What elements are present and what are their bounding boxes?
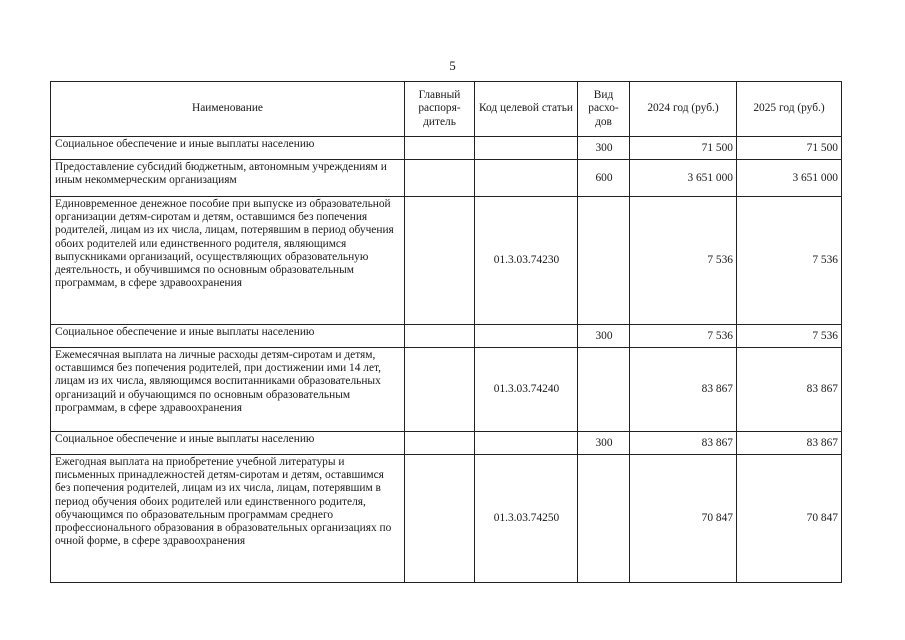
table-row bbox=[51, 348, 842, 432]
row-admin bbox=[405, 432, 475, 455]
row-admin bbox=[405, 160, 475, 197]
table-row bbox=[51, 455, 842, 583]
row-type bbox=[578, 197, 630, 325]
row-type bbox=[578, 348, 630, 432]
row-admin bbox=[405, 197, 475, 325]
budget-table bbox=[50, 81, 842, 583]
row-name: Социальное обеспечение и иные выплаты населению bbox=[51, 325, 405, 348]
row-type bbox=[578, 455, 630, 583]
row-2024: 70 847 bbox=[630, 455, 737, 583]
row-code: 01.3.03.74230 bbox=[475, 197, 578, 325]
row-admin bbox=[405, 325, 475, 348]
row-code bbox=[475, 325, 578, 348]
row-2024: 7 536 bbox=[630, 197, 737, 325]
row-2025: 7 536 bbox=[737, 197, 842, 325]
row-2024: 7 536 bbox=[630, 325, 737, 348]
table-header-row bbox=[51, 82, 842, 137]
row-name: Социальное обеспечение и иные выплаты населению bbox=[51, 432, 405, 455]
row-2025: 70 847 bbox=[737, 455, 842, 583]
table-row bbox=[51, 325, 842, 348]
row-2025: 83 867 bbox=[737, 432, 842, 455]
row-2025: 3 651 000 bbox=[737, 160, 842, 197]
row-type: 300 bbox=[578, 137, 630, 160]
row-type: 600 bbox=[578, 160, 630, 197]
row-type: 300 bbox=[578, 325, 630, 348]
header-code: Код целевой статьи bbox=[475, 82, 578, 137]
row-admin bbox=[405, 137, 475, 160]
page-number: 5 bbox=[449, 58, 456, 73]
row-2024: 3 651 000 bbox=[630, 160, 737, 197]
row-2024: 83 867 bbox=[630, 348, 737, 432]
table-row bbox=[51, 137, 842, 160]
header-2024: 2024 год (руб.) bbox=[630, 82, 737, 137]
row-2025: 7 536 bbox=[737, 325, 842, 348]
row-code bbox=[475, 160, 578, 197]
row-name: Ежегодная выплата на приобретение учебной литературы и письменных принадлежностей детям-сиротам и детям, оставшимся без попечения родителей, лицам из их числа, лицам, потерявшим в период обучения обоих родителей или единственного родителя, обучающимся по образовательным программам среднего профессионального образования в образовательных организациях по очной форме, в сфере здравоохранения bbox=[51, 455, 405, 583]
table-row bbox=[51, 160, 842, 197]
row-name: Социальное обеспечение и иные выплаты населению bbox=[51, 137, 405, 160]
header-2025: 2025 год (руб.) bbox=[737, 82, 842, 137]
row-code: 01.3.03.74240 bbox=[475, 348, 578, 432]
row-code bbox=[475, 432, 578, 455]
row-admin bbox=[405, 348, 475, 432]
table-row bbox=[51, 197, 842, 325]
row-name: Ежемесячная выплата на личные расходы детям-сиротам и детям, оставшимся без попечения родителей, при достижении ими 14 лет, лицам из их числа, являющимся воспитанниками образовательных организаций и обучающимся по основным образовательным программам, в сфере здравоохранения bbox=[51, 348, 405, 432]
header-name: Наименование bbox=[51, 82, 405, 137]
row-admin bbox=[405, 455, 475, 583]
row-type: 300 bbox=[578, 432, 630, 455]
row-2025: 71 500 bbox=[737, 137, 842, 160]
row-2024: 83 867 bbox=[630, 432, 737, 455]
row-2024: 71 500 bbox=[630, 137, 737, 160]
row-name: Единовременное денежное пособие при выпуске из образовательной организации детям-сиротам и детям, оставшимся без попечения родителей, лицам из их числа, лицам, потерявшим в период обучения обоих родителей или единственного родителя, являющимся выпускниками организаций, осуществляющих образовательную деятельность, и обучившимся по основным образовательным программам, в сфере здравоохранения bbox=[51, 197, 405, 325]
header-type: Вид расхо-дов bbox=[578, 82, 630, 137]
table-row bbox=[51, 432, 842, 455]
header-admin: Главный распоря-дитель bbox=[405, 82, 475, 137]
row-code bbox=[475, 137, 578, 160]
row-2025: 83 867 bbox=[737, 348, 842, 432]
row-code: 01.3.03.74250 bbox=[475, 455, 578, 583]
row-name: Предоставление субсидий бюджетным, автономным учреждениям и иным некоммерческим организациям bbox=[51, 160, 405, 197]
